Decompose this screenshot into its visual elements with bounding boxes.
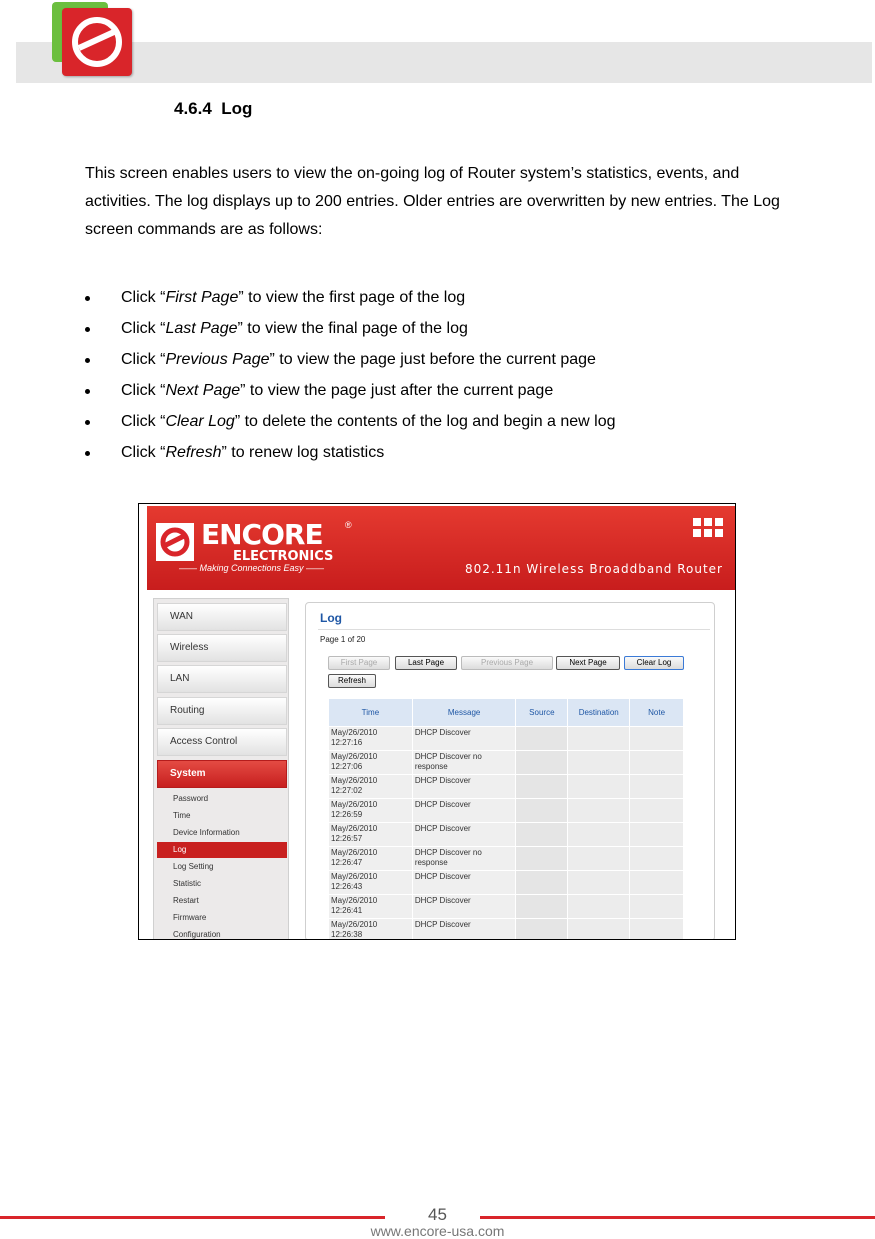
cell-source — [516, 799, 568, 823]
cell-source — [516, 727, 568, 751]
header-band — [16, 42, 872, 83]
cell-message: DHCP Discover no response — [412, 847, 516, 871]
encore-logo-icon — [62, 8, 132, 76]
cell-destination — [568, 919, 630, 941]
section-number: 4.6.4 — [174, 99, 212, 118]
product-name: 802.11n Wireless Broaddband Router — [464, 562, 723, 576]
first-page-button[interactable]: First Page — [328, 656, 390, 670]
table-header-row — [329, 699, 684, 727]
cell-source — [516, 775, 568, 799]
grid-icon — [693, 518, 723, 540]
cell-message: DHCP Discover — [412, 919, 516, 941]
cell-note — [630, 847, 684, 871]
cell-note — [630, 775, 684, 799]
cell-message: DHCP Discover — [412, 775, 516, 799]
section-title: Log — [221, 99, 253, 118]
submenu-item-firmware[interactable]: Firmware — [173, 913, 207, 922]
cell-destination — [568, 751, 630, 775]
cell-note — [630, 823, 684, 847]
footer-website: www.encore-usa.com — [370, 1223, 505, 1239]
bullet-icon — [85, 327, 90, 332]
column-header-note: Note — [630, 699, 684, 727]
sidebar-item-wan[interactable]: WAN — [157, 603, 287, 631]
cell-source — [516, 751, 568, 775]
table-row — [329, 871, 684, 895]
registered-mark: ® — [345, 520, 352, 530]
submenu-item-statistic[interactable]: Statistic — [173, 879, 202, 888]
last-page-button[interactable]: Last Page — [395, 656, 457, 670]
router-sidebar — [153, 598, 289, 940]
log-rows — [329, 727, 684, 941]
cell-source — [516, 871, 568, 895]
table-row — [329, 751, 684, 775]
table-row — [329, 847, 684, 871]
bullet-icon — [85, 358, 90, 363]
column-header-message: Message — [412, 699, 516, 727]
cell-note — [630, 919, 684, 941]
cell-source — [516, 823, 568, 847]
previous-page-button[interactable]: Previous Page — [461, 656, 553, 670]
table-row — [329, 727, 684, 751]
cell-note — [630, 727, 684, 751]
cell-message: DHCP Discover no response — [412, 751, 516, 775]
sidebar-item-access-control[interactable]: Access Control — [157, 728, 287, 756]
log-panel — [305, 602, 715, 940]
cell-time: May/26/2010 12:27:16 — [329, 727, 413, 751]
router-log-screenshot — [138, 503, 736, 940]
cell-destination — [568, 799, 630, 823]
cell-destination — [568, 727, 630, 751]
table-row — [329, 823, 684, 847]
brand-tagline: —— Making Connections Easy —— — [179, 563, 325, 573]
brand-name: ENCORE — [201, 518, 323, 551]
cell-destination — [568, 775, 630, 799]
submenu-item-log[interactable]: Log — [157, 842, 287, 858]
bullet-icon — [85, 389, 90, 394]
cell-time: May/26/2010 12:27:06 — [329, 751, 413, 775]
cell-time: May/26/2010 12:26:38 — [329, 919, 413, 941]
cell-note — [630, 751, 684, 775]
sidebar-item-lan[interactable]: LAN — [157, 665, 287, 693]
submenu-item-restart[interactable]: Restart — [173, 896, 199, 905]
cell-destination — [568, 895, 630, 919]
log-table — [328, 698, 684, 940]
bullet-icon — [85, 420, 90, 425]
encore-e-icon — [155, 522, 195, 562]
submenu-item-configuration[interactable]: Configuration — [173, 930, 221, 939]
table-row — [329, 775, 684, 799]
cell-time: May/26/2010 12:27:02 — [329, 775, 413, 799]
cell-time: May/26/2010 12:26:43 — [329, 871, 413, 895]
column-header-time: Time — [329, 699, 413, 727]
clear-log-button[interactable]: Clear Log — [624, 656, 684, 670]
bullet-icon — [85, 451, 90, 456]
cell-source — [516, 919, 568, 941]
column-header-source: Source — [516, 699, 568, 727]
cell-note — [630, 895, 684, 919]
panel-title: Log — [320, 611, 342, 625]
cell-message: DHCP Discover — [412, 727, 516, 751]
refresh-button[interactable]: Refresh — [328, 674, 376, 688]
cell-destination — [568, 847, 630, 871]
cell-time: May/26/2010 12:26:47 — [329, 847, 413, 871]
divider — [318, 629, 710, 630]
next-page-button[interactable]: Next Page — [556, 656, 620, 670]
cell-source — [516, 895, 568, 919]
table-row — [329, 799, 684, 823]
cell-destination — [568, 823, 630, 847]
submenu-item-time[interactable]: Time — [173, 811, 191, 820]
cell-time: May/26/2010 12:26:59 — [329, 799, 413, 823]
router-banner — [147, 506, 735, 590]
cell-note — [630, 799, 684, 823]
page-number: 45 — [428, 1205, 447, 1224]
sidebar-item-system[interactable]: System — [157, 760, 287, 788]
page-indicator: Page 1 of 20 — [320, 635, 366, 644]
cell-note — [630, 871, 684, 895]
sidebar-item-routing[interactable]: Routing — [157, 697, 287, 725]
submenu-item-device-information[interactable]: Device Information — [173, 828, 240, 837]
cell-destination — [568, 871, 630, 895]
cell-message: DHCP Discover — [412, 799, 516, 823]
submenu-item-log-setting[interactable]: Log Setting — [173, 862, 214, 871]
cell-message: DHCP Discover — [412, 823, 516, 847]
section-heading — [174, 99, 252, 119]
submenu-item-password[interactable]: Password — [173, 794, 209, 803]
table-row — [329, 919, 684, 941]
table-row — [329, 895, 684, 919]
brand-subname: ELECTRONICS — [233, 549, 334, 564]
cell-source — [516, 847, 568, 871]
cell-time: May/26/2010 12:26:41 — [329, 895, 413, 919]
sidebar-item-wireless[interactable]: Wireless — [157, 634, 287, 662]
cell-message: DHCP Discover — [412, 871, 516, 895]
cell-message: DHCP Discover — [412, 895, 516, 919]
cell-time: May/26/2010 12:26:57 — [329, 823, 413, 847]
column-header-destination: Destination — [568, 699, 630, 727]
bullet-icon — [85, 296, 90, 301]
intro-paragraph: This screen enables users to view the on-going log of Router system’s statistics, events, and activities. The log displays up to 200 entries. Older entries are overwritten by new entries. The Log screen commands are as follows: — [85, 165, 780, 238]
